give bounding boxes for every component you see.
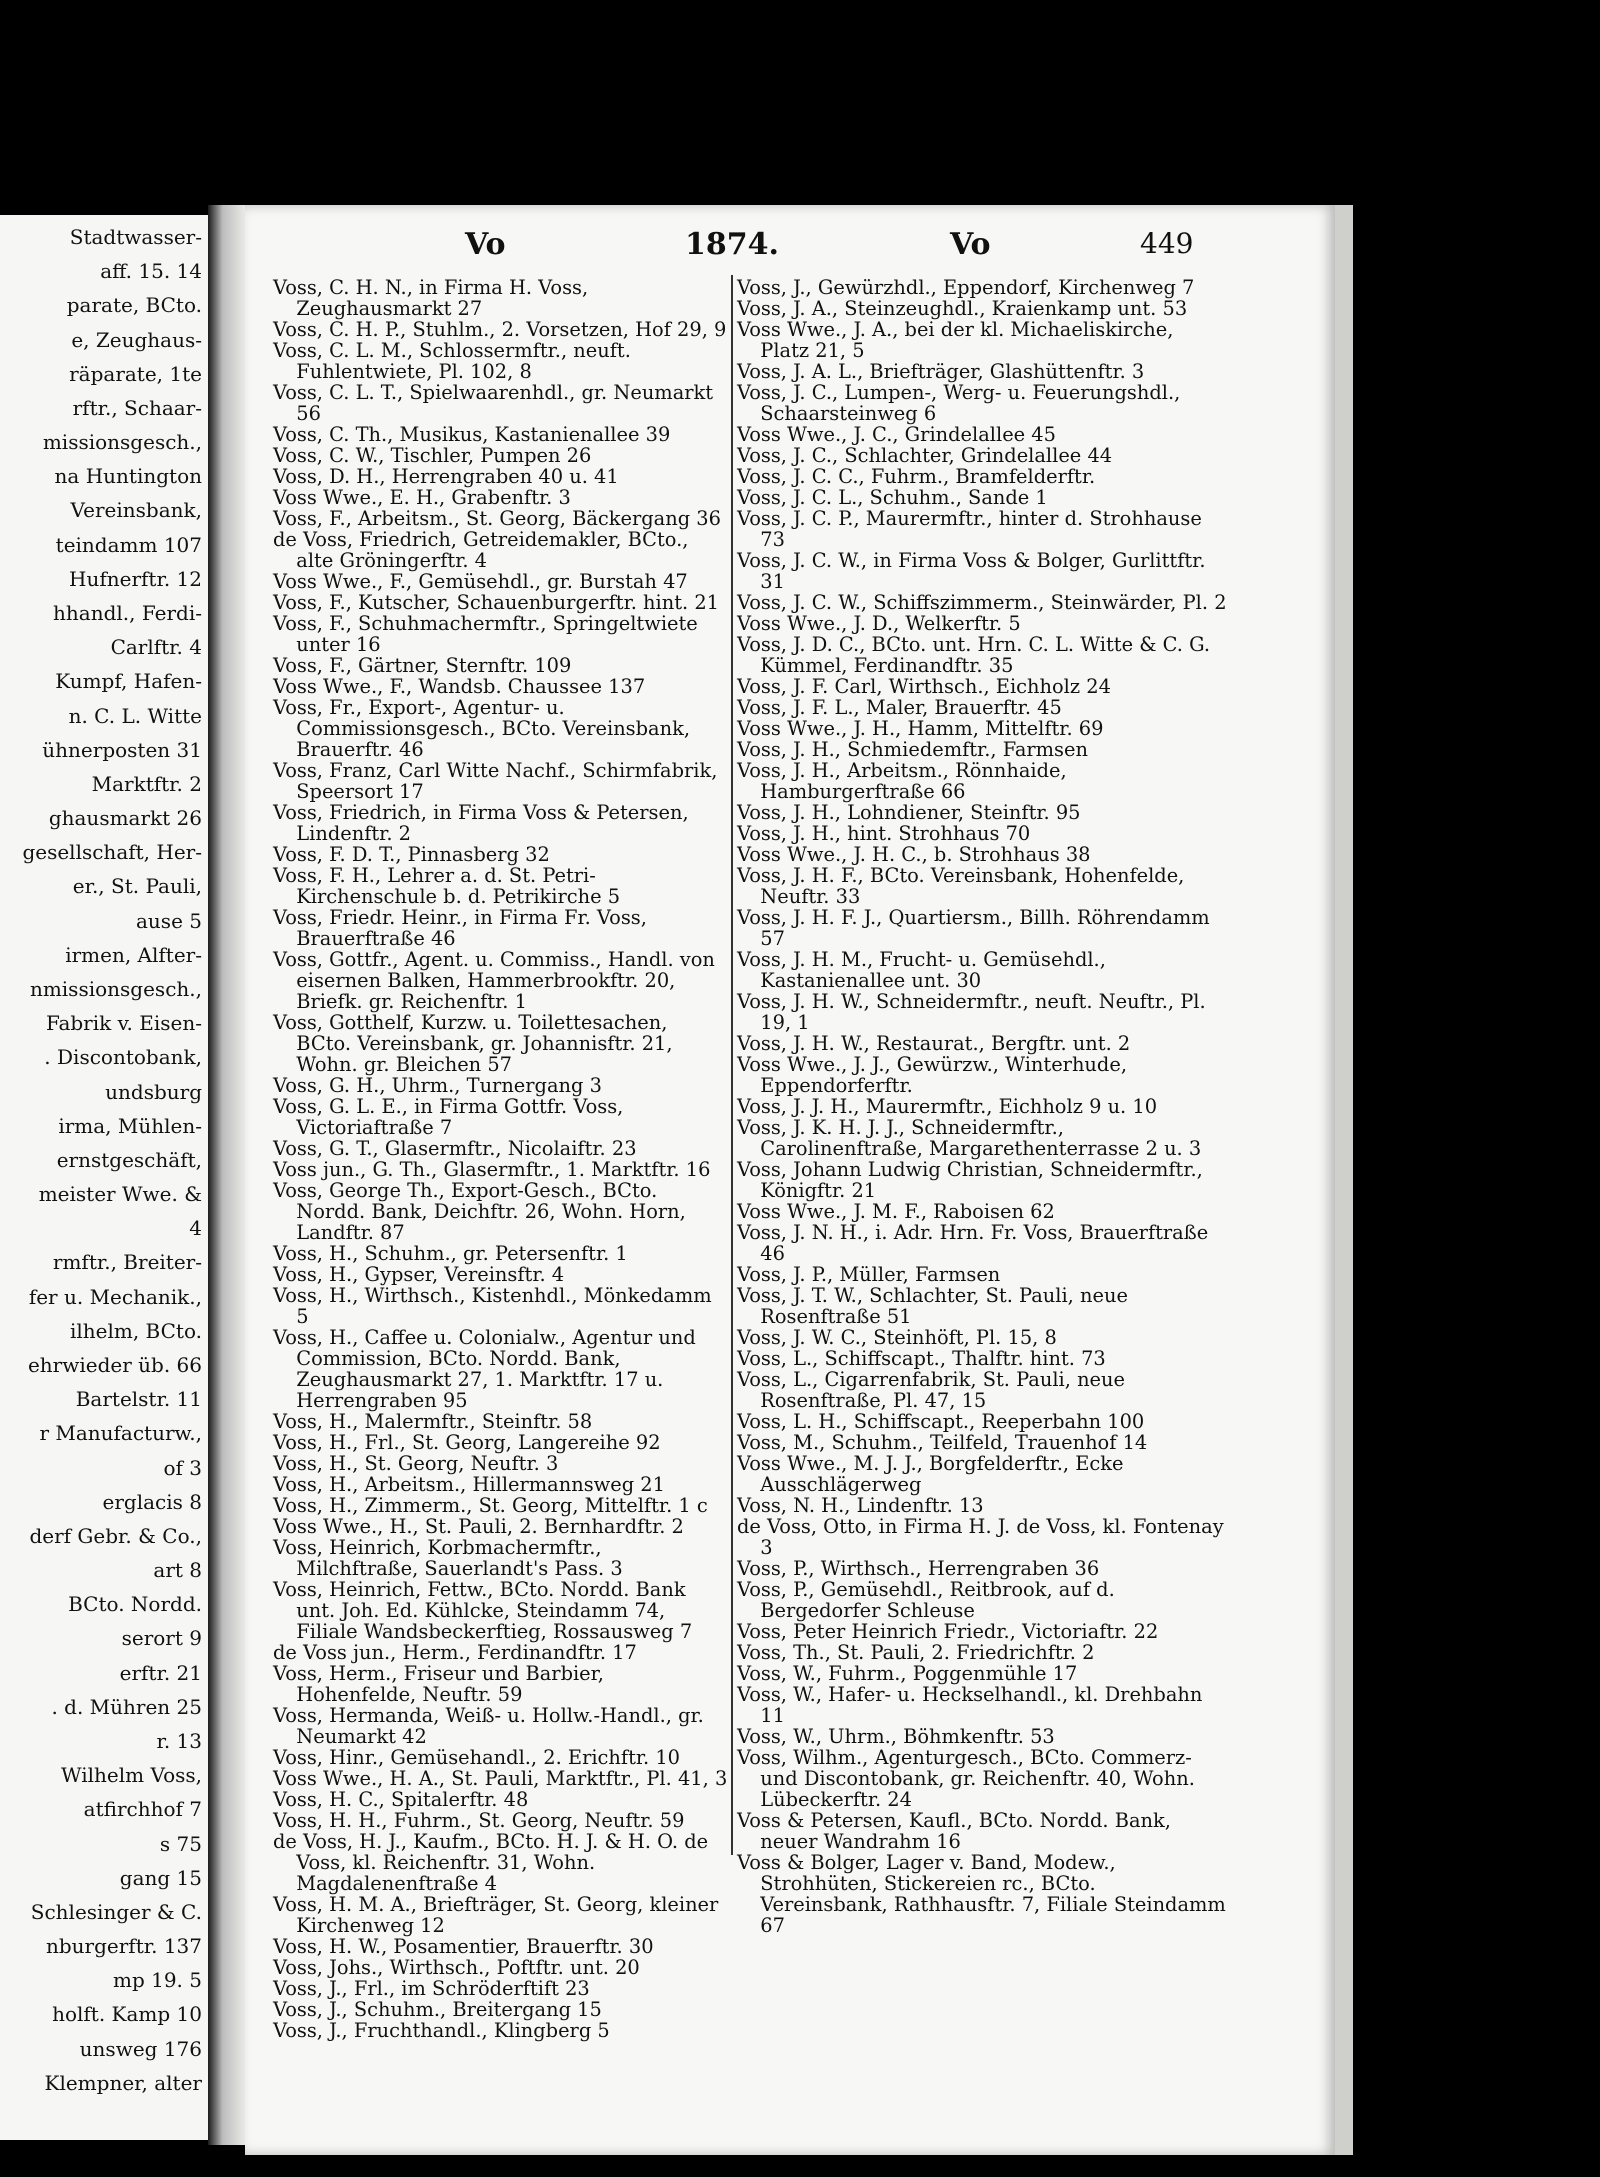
fragment-line: parate, BCto.: [66, 293, 202, 318]
fragment-line: holft. Kamp 10: [52, 2002, 202, 2027]
directory-entry: Voss, G. L. E., in Firma Gottfr. Voss, Victoriaftraße 7: [273, 1095, 624, 1139]
directory-entry: Voss, J. H. F., BCto. Vereinsbank, Hohenfelde, Neuftr. 33: [737, 864, 1185, 908]
directory-entry: Voss, C. Th., Musikus, Kastanienallee 39: [273, 423, 671, 446]
facing-page-fragment: [0, 215, 208, 2140]
directory-entry: Voss Wwe., J. A., bei der kl. Michaeliskirche, Platz 21, 5: [737, 318, 1174, 362]
fragment-line: aff. 15. 14: [100, 259, 202, 284]
directory-entry: de Voss, H. J., Kaufm., BCto. H. J. & H. O. de Voss, kl. Reichenftr. 31, Wohn. Magdalenenftraße 4: [273, 1830, 709, 1895]
fragment-line: Bartelstr. 11: [75, 1387, 202, 1412]
fragment-line: . d. Mühren 25: [51, 1694, 202, 1719]
directory-entry: Voss, L., Schiffscapt., Thalftr. hint. 73: [737, 1347, 1106, 1370]
fragment-line: erftr. 21: [119, 1660, 202, 1685]
directory-entry: Voss, J. H., Lohndiener, Steinftr. 95: [737, 801, 1081, 824]
fragment-line: meister Wwe. &: [38, 1182, 202, 1207]
directory-entry: Voss, L., Cigarrenfabrik, St. Pauli, neue Rosenftraße, Pl. 47, 15: [737, 1368, 1125, 1412]
directory-entry: Voss, H., Wirthsch., Kistenhdl., Mönkedamm 5: [273, 1284, 712, 1328]
directory-entry: Voss, W., Fuhrm., Poggenmühle 17: [737, 1662, 1078, 1685]
fragment-line: ernstgeschäft,: [56, 1147, 202, 1172]
directory-entry: Voss, H., Zimmerm., St. Georg, Mittelftr. 1 c: [273, 1494, 708, 1517]
directory-entry: Voss, Peter Heinrich Friedr., Victoriaftr. 22: [737, 1620, 1159, 1643]
fragment-line: n. C. L. Witte: [68, 703, 202, 728]
fragment-line: r. 13: [156, 1729, 202, 1753]
directory-entry: Voss, J. T. W., Schlachter, St. Pauli, neue Rosenftraße 51: [737, 1284, 1128, 1328]
directory-entry: Voss, H., Malermftr., Steinftr. 58: [273, 1410, 593, 1433]
fragment-line: Klempner, alter: [44, 2070, 202, 2095]
directory-entry: Voss, C. L. T., Spielwaarenhdl., gr. Neumarkt 56: [273, 381, 714, 425]
entries-column-left: [273, 277, 728, 2041]
fragment-line: Hufnerftr. 12: [69, 566, 202, 591]
fragment-line: BCto. Nordd.: [68, 1592, 202, 1617]
fragment-line: undsburg: [105, 1079, 202, 1104]
fragment-line: hhandl., Ferdi-: [53, 601, 202, 625]
fragment-line: ehrwieder üb. 66: [27, 1353, 202, 1377]
directory-entry: Voss, J. H., Arbeitsm., Rönnhaide, Hamburgerftraße 66: [737, 759, 1067, 803]
directory-entry: Voss Wwe., E. H., Grabenftr. 3: [273, 486, 571, 509]
fragment-line: derf Gebr. & Co.,: [29, 1523, 202, 1548]
directory-entry: Voss, J. P., Müller, Farmsen: [737, 1263, 1001, 1286]
column-divider: [731, 275, 733, 1855]
fragment-line: e, Zeughaus-: [71, 327, 202, 352]
directory-entry: Voss, H., St. Georg, Neuftr. 3: [273, 1452, 559, 1475]
fragment-line: er., St. Pauli,: [72, 874, 202, 899]
fragment-line: Marktftr. 2: [91, 771, 202, 796]
directory-entry: Voss Wwe., M. J. J., Borgfelderftr., Ecke Ausschlägerweg: [737, 1452, 1124, 1496]
fragment-line: serort 9: [121, 1626, 202, 1651]
directory-entry: Voss, J. C. L., Schuhm., Sande 1: [737, 486, 1048, 509]
fragment-line: of 3: [163, 1455, 202, 1480]
directory-entry: Voss, C. H. N., in Firma H. Voss, Zeughausmarkt 27: [273, 276, 589, 320]
directory-entry: Voss, H. H., Fuhrm., St. Georg, Neuftr. 59: [273, 1809, 685, 1832]
directory-entry: Voss, J. C. W., in Firma Voss & Bolger, Gurlittftr. 31: [737, 549, 1206, 593]
header-left-tag: Vo: [465, 227, 506, 262]
directory-entry: Voss, H., Schuhm., gr. Petersenftr. 1: [273, 1242, 628, 1265]
fragment-line: Schlesinger & C.: [30, 1899, 202, 1924]
directory-entry: Voss, J. C., Lumpen-, Werg- u. Feuerungshdl., Schaarsteinweg 6: [737, 381, 1181, 425]
fragment-line: nburgerftr. 137: [45, 1934, 202, 1959]
directory-entry: Voss, J. H. W., Schneidermftr., neuft. Neuftr., Pl. 19, 1: [737, 990, 1206, 1034]
directory-entry: de Voss jun., Herm., Ferdinandftr. 17: [273, 1641, 637, 1664]
directory-entry: Voss, J. F. L., Maler, Brauerftr. 45: [737, 696, 1062, 719]
directory-entry: Voss, F., Gärtner, Sternftr. 109: [273, 654, 572, 677]
directory-entry: Voss, H. M. A., Briefträger, St. Georg, kleiner Kirchenweg 12: [273, 1893, 719, 1937]
fragment-line: art 8: [153, 1558, 202, 1583]
fragment-line: . Discontobank,: [44, 1045, 202, 1070]
directory-entry: Voss jun., G. Th., Glasermftr., 1. Marktftr. 16: [273, 1158, 711, 1181]
directory-entry: Voss Wwe., J. D., Welkerftr. 5: [737, 612, 1021, 635]
fragment-line: Kumpf, Hafen-: [55, 669, 202, 694]
page-edge: [1335, 205, 1353, 2155]
header-year: 1874.: [685, 227, 779, 262]
directory-entry: Voss Wwe., H. A., St. Pauli, Marktftr., Pl. 41, 3: [273, 1767, 728, 1790]
directory-entry: Voss, Herm., Friseur und Barbier, Hohenfelde, Neuftr. 59: [273, 1662, 604, 1706]
directory-entry: Voss, F., Schuhmachermftr., Springeltwiete unter 16: [273, 612, 698, 656]
directory-entry: Voss, J. F. Carl, Wirthsch., Eichholz 24: [737, 675, 1111, 698]
directory-entry: Voss, C. H. P., Stuhlm., 2. Vorsetzen, Hof 29, 9: [273, 318, 727, 341]
directory-entry: Voss, H., Gypser, Vereinsftr. 4: [273, 1263, 565, 1286]
fragment-line: Carlftr. 4: [110, 635, 202, 660]
fragment-line: na Huntington: [54, 464, 202, 489]
directory-entry: de Voss, Friedrich, Getreidemakler, BCto., alte Gröningerftr. 4: [273, 528, 689, 572]
book-gutter: [208, 205, 250, 2145]
fragment-line: erglacis 8: [102, 1489, 202, 1514]
fragment-line: Wilhelm Voss,: [61, 1763, 202, 1788]
directory-page: [245, 205, 1335, 2155]
directory-entry: Voss, H., Caffee u. Colonialw., Agentur und Commission, BCto. Nordd. Bank, Zeughausmarkt 27, 1. Marktftr. 17 u. Herrengraben 95: [273, 1326, 696, 1412]
directory-entry: Voss, C. L. M., Schlossermftr., neuft. Fuhlentwiete, Pl. 102, 8: [273, 339, 631, 383]
directory-entry: Voss, P., Wirthsch., Herrengraben 36: [737, 1557, 1100, 1580]
directory-entry: Voss, Gotthelf, Kurzw. u. Toilettesachen, BCto. Vereinsbank, gr. Johannisftr. 21, Wohn. gr. Bleichen 57: [273, 1011, 673, 1076]
fragment-line: atfirchhof 7: [83, 1797, 202, 1822]
directory-entry: Voss, J. H., Schmiedemftr., Farmsen: [737, 738, 1088, 761]
directory-entry: Voss, J., Fruchthandl., Klingberg 5: [273, 2019, 610, 2042]
directory-entry: Voss, George Th., Export-Gesch., BCto. Nordd. Bank, Deichftr. 26, Wohn. Horn, Landftr. 87: [273, 1179, 686, 1244]
fragment-line: missionsgesch.,: [42, 430, 202, 455]
fragment-line: nmissionsgesch.,: [29, 977, 202, 1001]
fragment-line: Stadtwasser-: [69, 225, 202, 249]
directory-entry: Voss, G. T., Glasermftr., Nicolaiftr. 23: [273, 1137, 637, 1160]
fragment-line: Fabrik v. Eisen-: [45, 1011, 202, 1036]
directory-entry: Voss, H., Arbeitsm., Hillermannsweg 21: [273, 1473, 665, 1496]
directory-entry: Voss, Th., St. Pauli, 2. Friedrichftr. 2: [737, 1641, 1095, 1664]
directory-entry: Voss, J. C. W., Schiffszimmerm., Steinwärder, Pl. 2: [737, 591, 1227, 614]
directory-entry: Voss, J., Schuhm., Breitergang 15: [273, 1998, 602, 2021]
directory-entry: Voss, W., Uhrm., Böhmkenftr. 53: [737, 1725, 1055, 1748]
directory-entry: Voss, Friedrich, in Firma Voss & Petersen, Lindenftr. 2: [273, 801, 689, 845]
fragment-line: rmftr., Breiter-: [52, 1250, 202, 1275]
page-number: 449: [1140, 227, 1194, 260]
directory-entry: Voss, Wilhm., Agenturgesch., BCto. Commerz- und Discontobank, gr. Reichenftr. 40, Wohn. Lübeckerftr. 24: [737, 1746, 1195, 1811]
directory-entry: Voss, Johs., Wirthsch., Poftftr. unt. 20: [273, 1956, 640, 1979]
fragment-line: ause 5: [136, 908, 202, 933]
fragment-line: unsweg 176: [79, 2036, 202, 2061]
directory-entry: Voss, F. D. T., Pinnasberg 32: [273, 843, 550, 866]
directory-entry: Voss, J. W. C., Steinhöft, Pl. 15, 8: [737, 1326, 1057, 1349]
directory-entry: Voss, J. H., hint. Strohhaus 70: [737, 822, 1031, 845]
directory-entry: Voss, W., Hafer- u. Heckselhandl., kl. Drehbahn 11: [737, 1683, 1203, 1727]
directory-entry: Voss, J. A., Steinzeughdl., Kraienkamp unt. 53: [737, 297, 1188, 320]
directory-entry: Voss Wwe., F., Wandsb. Chaussee 137: [273, 675, 646, 698]
directory-entry: Voss, Heinrich, Fettw., BCto. Nordd. Bank unt. Joh. Ed. Kühlcke, Steindamm 74, Filiale Wandsbeckerftieg, Rossausweg 7: [273, 1578, 693, 1643]
directory-entry: de Voss, Otto, in Firma H. J. de Voss, kl. Fontenay 3: [737, 1515, 1224, 1559]
fragment-line: ühnerposten 31: [42, 737, 202, 762]
directory-entry: Voss & Bolger, Lager v. Band, Modew., Strohhüten, Stickereien rc., BCto. Vereinsbank, Rathhausftr. 7, Filiale Steindamm 67: [737, 1851, 1226, 1937]
fragment-line: rftr., Schaar-: [72, 395, 202, 420]
fragment-line: fer u. Mechanik.,: [28, 1284, 202, 1309]
directory-entry: Voss, J. K. H. J. J., Schneidermftr., Carolinenftraße, Margarethenterrasse 2 u. 3: [737, 1116, 1202, 1160]
directory-entry: Voss Wwe., J. J., Gewürzw., Winterhude, Eppendorferftr.: [737, 1053, 1127, 1097]
fragment-line: s 75: [159, 1831, 202, 1856]
directory-entry: Voss, J. J. H., Maurermftr., Eichholz 9 u. 10: [737, 1095, 1158, 1118]
fragment-line: gesellschaft, Her-: [22, 840, 202, 865]
directory-entry: Voss, Franz, Carl Witte Nachf., Schirmfabrik, Speersort 17: [273, 759, 718, 803]
directory-entry: Voss, J. C. C., Fuhrm., Bramfelderftr.: [737, 465, 1096, 488]
directory-entry: Voss, J. H. M., Frucht- u. Gemüsehdl., Kastanienallee unt. 30: [737, 948, 1106, 992]
directory-entry: Voss, M., Schuhm., Teilfeld, Trauenhof 14: [737, 1431, 1148, 1454]
directory-entry: Voss, P., Gemüsehdl., Reitbrook, auf d. Bergedorfer Schleuse: [737, 1578, 1115, 1622]
directory-entry: Voss, J., Gewürzhdl., Eppendorf, Kirchenweg 7: [737, 276, 1195, 299]
fragment-line: räparate, 1te: [69, 361, 202, 386]
fragment-line: mp 19. 5: [112, 1968, 202, 1993]
directory-entry: Voss, F., Kutscher, Schauenburgerftr. hint. 21: [273, 591, 720, 614]
fragment-line: 4: [189, 1216, 202, 1241]
fragment-line: Vereinsbank,: [70, 498, 202, 523]
directory-entry: Voss, Hermanda, Weiß- u. Hollw.-Handl., gr. Neumarkt 42: [273, 1704, 704, 1748]
directory-entry: Voss, Friedr. Heinr., in Firma Fr. Voss, Brauerftraße 46: [273, 906, 647, 950]
directory-entry: Voss, Johann Ludwig Christian, Schneidermftr., Königftr. 21: [737, 1158, 1203, 1202]
fragment-line: ilhelm, BCto.: [69, 1318, 202, 1343]
directory-entry: Voss, J. H. F. J., Quartiersm., Billh. Röhrendamm 57: [737, 906, 1210, 950]
directory-entry: Voss Wwe., J. M. F., Raboisen 62: [737, 1200, 1055, 1223]
directory-entry: Voss, F., Arbeitsm., St. Georg, Bäckergang 36: [273, 507, 721, 530]
fragment-line: teindamm 107: [55, 532, 202, 557]
fragment-line: irma, Mühlen-: [58, 1113, 202, 1138]
directory-entry: Voss, Gottfr., Agent. u. Commiss., Handl. von eisernen Balken, Hammerbrookftr. 20, Briefk. gr. Reichenftr. 1: [273, 948, 715, 1013]
directory-entry: Voss, J. A. L., Briefträger, Glashüttenftr. 3: [737, 360, 1145, 383]
directory-entry: Voss, H., Frl., St. Georg, Langereihe 92: [273, 1431, 661, 1454]
directory-entry: Voss Wwe., F., Gemüsehdl., gr. Burstah 47: [273, 570, 688, 593]
header-right-tag: Vo: [950, 227, 991, 262]
directory-entry: Voss Wwe., H., St. Pauli, 2. Bernhardftr. 2: [273, 1515, 684, 1538]
fragment-line: ghausmarkt 26: [48, 806, 202, 831]
directory-entry: Voss, Hinr., Gemüsehandl., 2. Erichftr. 10: [273, 1746, 681, 1769]
directory-entry: Voss, Fr., Export-, Agentur- u. Commissionsgesch., BCto. Vereinsbank, Brauerftr. 46: [273, 696, 691, 761]
page-header: [245, 227, 1335, 267]
directory-entry: Voss, G. H., Uhrm., Turnergang 3: [273, 1074, 602, 1097]
directory-entry: Voss, H. C., Spitalerftr. 48: [273, 1788, 529, 1811]
directory-entry: Voss, J. D. C., BCto. unt. Hrn. C. L. Witte & C. G. Kümmel, Ferdinandftr. 35: [737, 633, 1211, 677]
directory-entry: Voss, F. H., Lehrer a. d. St. Petri-Kirchenschule b. d. Petrikirche 5: [273, 864, 621, 908]
directory-entry: Voss Wwe., J. H. C., b. Strohhaus 38: [737, 843, 1091, 866]
directory-entry: Voss, L. H., Schiffscapt., Reeperbahn 100: [737, 1410, 1145, 1433]
directory-entry: Voss, N. H., Lindenftr. 13: [737, 1494, 984, 1517]
directory-entry: Voss, J. C. P., Maurermftr., hinter d. Strohhause 73: [737, 507, 1202, 551]
directory-entry: Voss, H. W., Posamentier, Brauerftr. 30: [273, 1935, 654, 1958]
fragment-line: irmen, Alfter-: [65, 942, 202, 967]
directory-entry: Voss, J., Frl., im Schröderftift 23: [273, 1977, 590, 2000]
fragment-line: r Manufacturw.,: [39, 1421, 202, 1446]
directory-entry: Voss, C. W., Tischler, Pumpen 26: [273, 444, 592, 467]
entries-column-right: [737, 277, 1227, 1936]
fragment-line: gang 15: [119, 1865, 202, 1890]
directory-entry: Voss, Heinrich, Korbmachermftr., Milchftraße, Sauerlandt's Pass. 3: [273, 1536, 623, 1580]
directory-entry: Voss, J. N. H., i. Adr. Hrn. Fr. Voss, Brauerftraße 46: [737, 1221, 1209, 1265]
directory-entry: Voss, J. C., Schlachter, Grindelallee 44: [737, 444, 1113, 467]
directory-entry: Voss, D. H., Herrengraben 40 u. 41: [273, 465, 619, 488]
directory-entry: Voss, J. H. W., Restaurat., Bergftr. unt. 2: [737, 1032, 1131, 1055]
directory-entry: Voss Wwe., J. C., Grindelallee 45: [737, 423, 1056, 446]
directory-entry: Voss Wwe., J. H., Hamm, Mittelftr. 69: [737, 717, 1104, 740]
directory-entry: Voss & Petersen, Kaufl., BCto. Nordd. Bank, neuer Wandrahm 16: [737, 1809, 1171, 1853]
